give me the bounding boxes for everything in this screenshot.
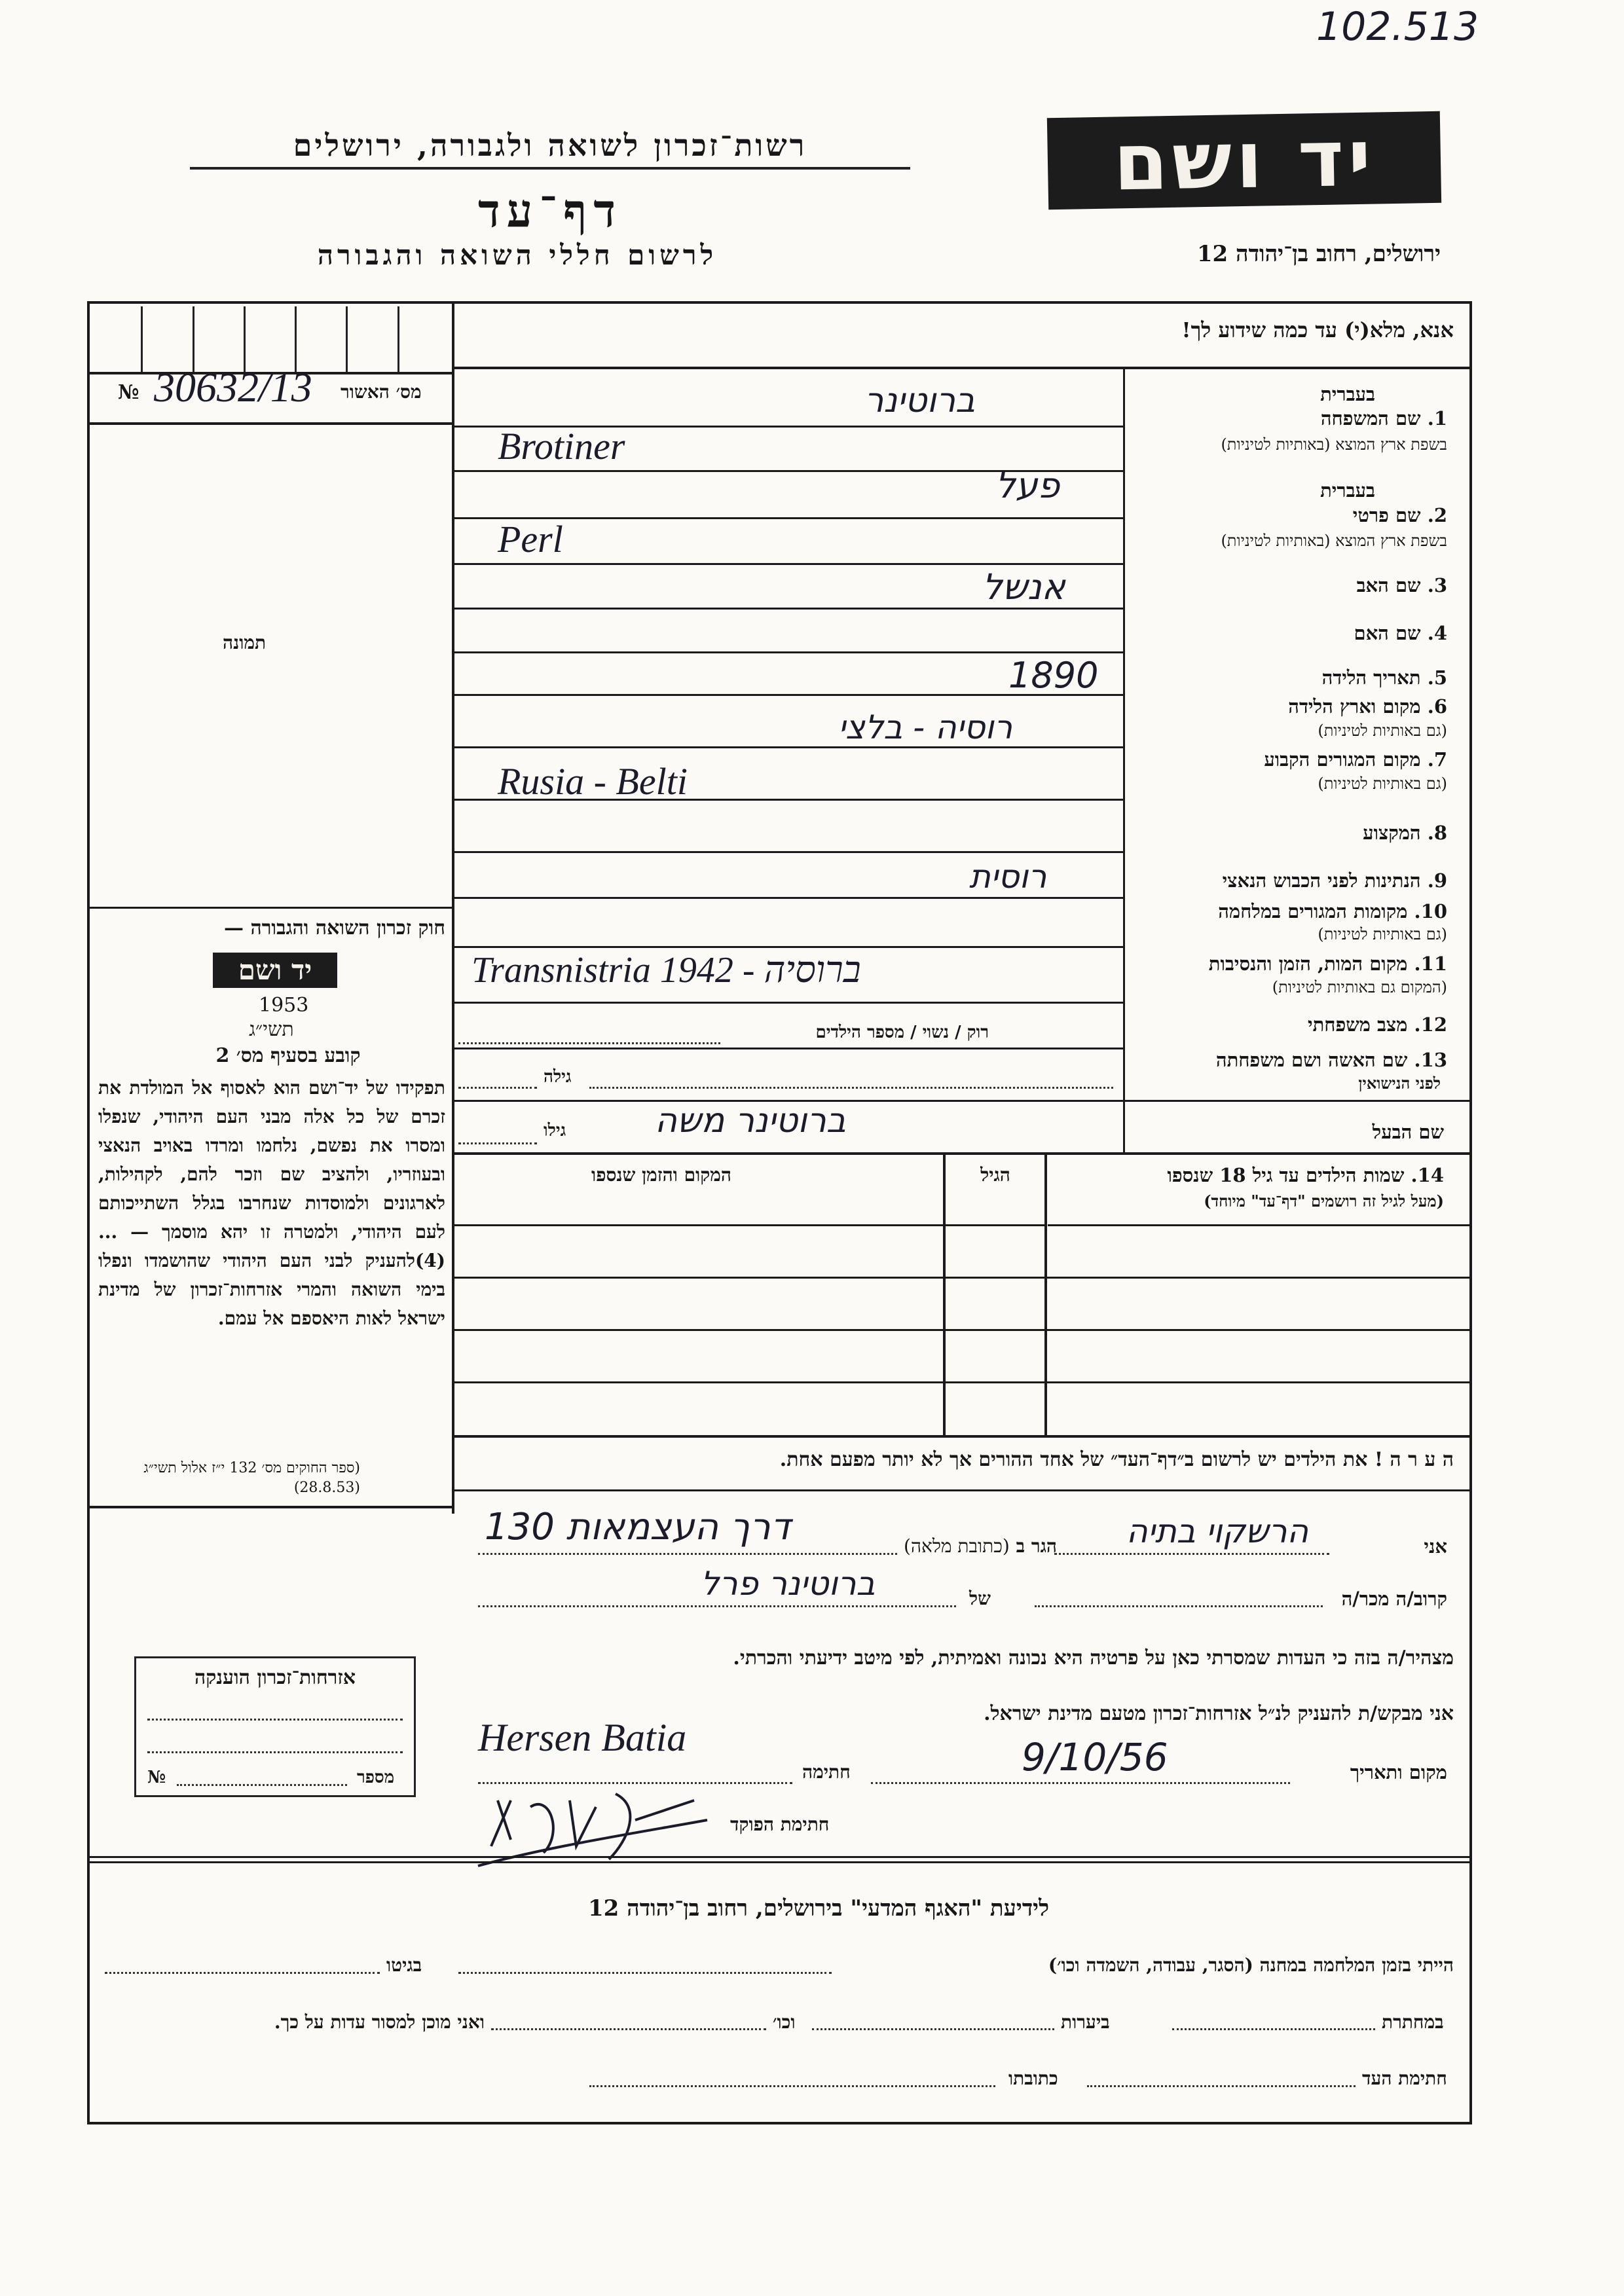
certificate-number-label: מספר	[357, 1768, 395, 1787]
field-3-number: 3.	[1427, 574, 1447, 596]
field-8-label	[1363, 822, 1447, 845]
field-8-name: המקצוע	[1363, 822, 1421, 844]
field-2-label	[1353, 504, 1447, 527]
field-1-number: 1.	[1427, 407, 1447, 429]
declarant-relative-label: קרוב/ה מכר/ה	[1341, 1588, 1447, 1610]
declarant-request: אני מבקש/ת להעניק לנ״ל אזרחות־זכרון מטעם מדינת ישראל.	[984, 1702, 1454, 1725]
field-9-label	[1223, 869, 1447, 892]
field-3-value: אנשל	[982, 566, 1065, 608]
officer-signature-label: חתימת הפוקד	[730, 1813, 830, 1835]
bottom-heading: לידיעת "האגף המדעי" בירושלים, רחוב בן־יהודה 12	[588, 1895, 1049, 1922]
authority-name: רשות־זכרון לשואה ולגבורה, ירושלים	[190, 128, 910, 170]
field-12-name: מצב משפחתי	[1308, 1013, 1408, 1036]
declaration-date: 9/10/56	[1022, 1735, 1168, 1779]
etc-label: וכו׳	[773, 2011, 796, 2033]
officer-signature	[471, 1781, 720, 1872]
children-number: 14.	[1411, 1164, 1444, 1186]
field-7-value: Rusia - Belti	[498, 760, 688, 803]
field-1-tag: בעברית	[1320, 383, 1375, 405]
form-title: דף־עד	[477, 183, 622, 238]
field-7-name: מקום המגורים הקבוע	[1264, 748, 1421, 771]
field-1-name: שם המשפחה	[1320, 407, 1421, 429]
archive-number: 102.513	[1316, 4, 1479, 50]
field-12-number: 12.	[1414, 1013, 1447, 1036]
field-9-value: רוסית	[969, 858, 1047, 896]
ready-label: ואני מוכן למסור עדות על כך.	[274, 2011, 485, 2033]
husband-age-label: גילו	[544, 1121, 566, 1140]
field-7-number: 7.	[1427, 748, 1447, 771]
ghetto-label: בגיטו	[386, 1954, 422, 1976]
children-note: (מעל לגיל זה רושמים "דף־עד" מיוחד)	[1204, 1192, 1444, 1211]
field-10-label	[1218, 900, 1447, 923]
field-10-name: מקומות המגורים במלחמה	[1218, 900, 1408, 922]
field-5-number: 5.	[1427, 666, 1447, 689]
field-5-label	[1322, 666, 1447, 689]
approval-prefix: №	[118, 381, 139, 404]
declarant-i-label: אני	[1424, 1535, 1447, 1558]
field-12-label	[1308, 1013, 1447, 1036]
bottom-line1: הייתי בזמן המלחמה במחנה (הסגר, עבודה, השמדה וכו׳)	[1048, 1954, 1454, 1976]
husband-label: שם הבעל	[1372, 1121, 1444, 1143]
photo-label: תמונה	[223, 632, 267, 653]
field-1-value-latin: Brotiner	[498, 425, 625, 467]
declarant-name: הרשקוי בתיה	[1126, 1512, 1309, 1550]
husband-value: ברוטינר משה	[655, 1101, 846, 1140]
witness-signature-label: חתימת העד	[1362, 2068, 1447, 2089]
children-title-text: שמות הילדים עד גיל 18 שנספו	[1167, 1164, 1405, 1186]
field-4-number: 4.	[1427, 622, 1447, 644]
children-title	[1167, 1164, 1444, 1187]
field-9-number: 9.	[1427, 869, 1447, 892]
field-6-value: רוסיה - בלצי	[838, 708, 1013, 746]
field-13-name: שם האשה ושם משפחתה	[1215, 1049, 1408, 1071]
field-2-name: שם פרטי	[1352, 504, 1421, 526]
signature-label: חתימה	[802, 1761, 851, 1783]
yad-vashem-logo	[1047, 111, 1441, 210]
field-12-options: רוק / נשוי / מספר הילדים	[815, 1023, 989, 1042]
field-2-number: 2.	[1427, 504, 1447, 526]
declarant-address-hint: (כתובת מלאה)	[904, 1535, 1010, 1557]
law-logo-text: יד ושם	[238, 954, 312, 986]
field-11-label	[1209, 953, 1447, 975]
approval-number: 30632/13	[154, 364, 312, 410]
declarant-address: דרך העצמאות 130	[485, 1506, 791, 1548]
field-2-sub: בשפת ארץ המוצא (באותיות לטיניות)	[1221, 532, 1447, 550]
field-11-name: מקום המות, הזמן והנסיבות	[1208, 953, 1408, 975]
certificate-title: אזרחות־זכרון הוענקה	[194, 1666, 356, 1689]
declarant-signature: Hersen Batia	[478, 1716, 687, 1759]
partisans-label: ביערות	[1061, 2011, 1110, 2033]
underground-label: במחתרת	[1382, 2011, 1444, 2033]
field-4-label	[1354, 622, 1447, 645]
field-3-label	[1357, 574, 1447, 597]
field-5-name: תאריך הלידה	[1321, 666, 1421, 689]
approval-number-boxes	[92, 306, 449, 372]
field-2-value-hebrew: פעל	[995, 465, 1060, 506]
field-6-label	[1288, 695, 1447, 718]
law-year: 1953	[259, 994, 309, 1017]
relative-name: ברוטינר פרל	[701, 1565, 876, 1603]
field-6-name: מקום וארץ הלידה	[1288, 695, 1421, 718]
field-8-number: 8.	[1427, 822, 1447, 844]
logo-text: יד ושם	[1113, 113, 1376, 208]
field-11-number: 11.	[1414, 953, 1447, 975]
field-7-label	[1264, 748, 1447, 771]
field-9-name: הנתינות לפני הכבוש הנאצי	[1222, 869, 1421, 892]
field-6-sub: (גם באותיות לטיניות)	[1318, 721, 1447, 740]
field-13-number: 13.	[1414, 1049, 1447, 1071]
field-6-number: 6.	[1427, 695, 1447, 718]
field-13-age-label: גילה	[544, 1067, 572, 1087]
field-11-value: Transnistria 1942 - ברוסיה	[471, 950, 861, 991]
law-title: חוק זכרון השואה והגבורה —	[224, 917, 445, 939]
field-1-value-hebrew: ברוטינר	[864, 381, 976, 420]
field-5-value: 1890	[1008, 655, 1099, 696]
law-hebrew-year: תשי״ג	[249, 1018, 294, 1041]
field-13-sub: לפני הנישואין	[1358, 1074, 1441, 1093]
children-age-header: הגיל	[980, 1164, 1010, 1186]
children-registration-note: ה ע ר ה ! את הילדים יש לרשום ב״דף־העד״ של אחד ההורים אך לא יותר מפעם אחת.	[779, 1448, 1454, 1471]
declarant-residing-label	[904, 1535, 1057, 1558]
declarant-of-label: של	[969, 1588, 991, 1609]
header-address: ירושלים, רחוב בן־יהודה 12	[1196, 241, 1441, 267]
law-section: קובע בסעיף מס׳ 2	[215, 1044, 361, 1067]
form-subtitle: לרשום חללי השואה והגבורה	[317, 239, 718, 271]
approval-label: מס׳ האשור	[341, 381, 422, 403]
witness-address-label: כתובתו	[1008, 2068, 1058, 2089]
field-10-number: 10.	[1414, 900, 1447, 922]
certificate-number-prefix: №	[147, 1768, 166, 1787]
place-date-label: מקום ותאריך	[1350, 1761, 1447, 1783]
field-13-label	[1216, 1049, 1447, 1072]
law-citation: (ספר החוקים מס׳ 132 י״ז אלול תשי״ג (28.8.53)	[143, 1460, 360, 1496]
declarant-statement: מצהיר/ה בזה כי העדות שמסרתי כאן על פרטיה היא נכונה ואמיתית, לפי מיטב ידיעתי והכרתי.	[733, 1647, 1454, 1669]
field-3-name: שם האב	[1356, 574, 1421, 596]
law-text: תפקידו של יד־ושם הוא לאסוף אל המולדת את זכרם של כל אלה מבני העם היהודי, שנפלו ומסרו את נפשם, נלחמו ומרדו באויב הנאצי ובעוזריו, ולהציב שם וזכר להם, לקהילות, לארגונים ולמוסדות שנחרבו בגלל השתייכותם לעם היהודי, ולמטרה זו יהא מוסמך — ...(4)להעניק לבני העם היהודי שהושמדו ונפלו בימי השואה והמרי אזרחות־זכרון של מדינת ישראל לאות היאספם אל עמם.	[98, 1077, 445, 1329]
field-2-value-latin: Perl	[498, 518, 563, 560]
children-place-header: המקום והזמן שנספו	[591, 1164, 731, 1186]
field-10-sub: (גם באותיות לטיניות)	[1318, 925, 1447, 943]
declarant-residing-text: הגר ב	[1016, 1535, 1057, 1557]
field-11-sub: (המקום גם באותיות לטיניות)	[1272, 978, 1447, 996]
field-1-sub: בשפת ארץ המוצא (באותיות לטיניות)	[1221, 435, 1447, 454]
field-4-name: שם האם	[1354, 622, 1421, 644]
field-2-tag: בעברית	[1320, 479, 1375, 501]
field-7-sub: (גם באותיות לטיניות)	[1318, 774, 1447, 793]
instructions: אנא, מלא(י) עד כמה שידוע לך!	[1181, 318, 1454, 342]
law-logo	[213, 953, 337, 988]
field-1-label	[1321, 407, 1447, 430]
